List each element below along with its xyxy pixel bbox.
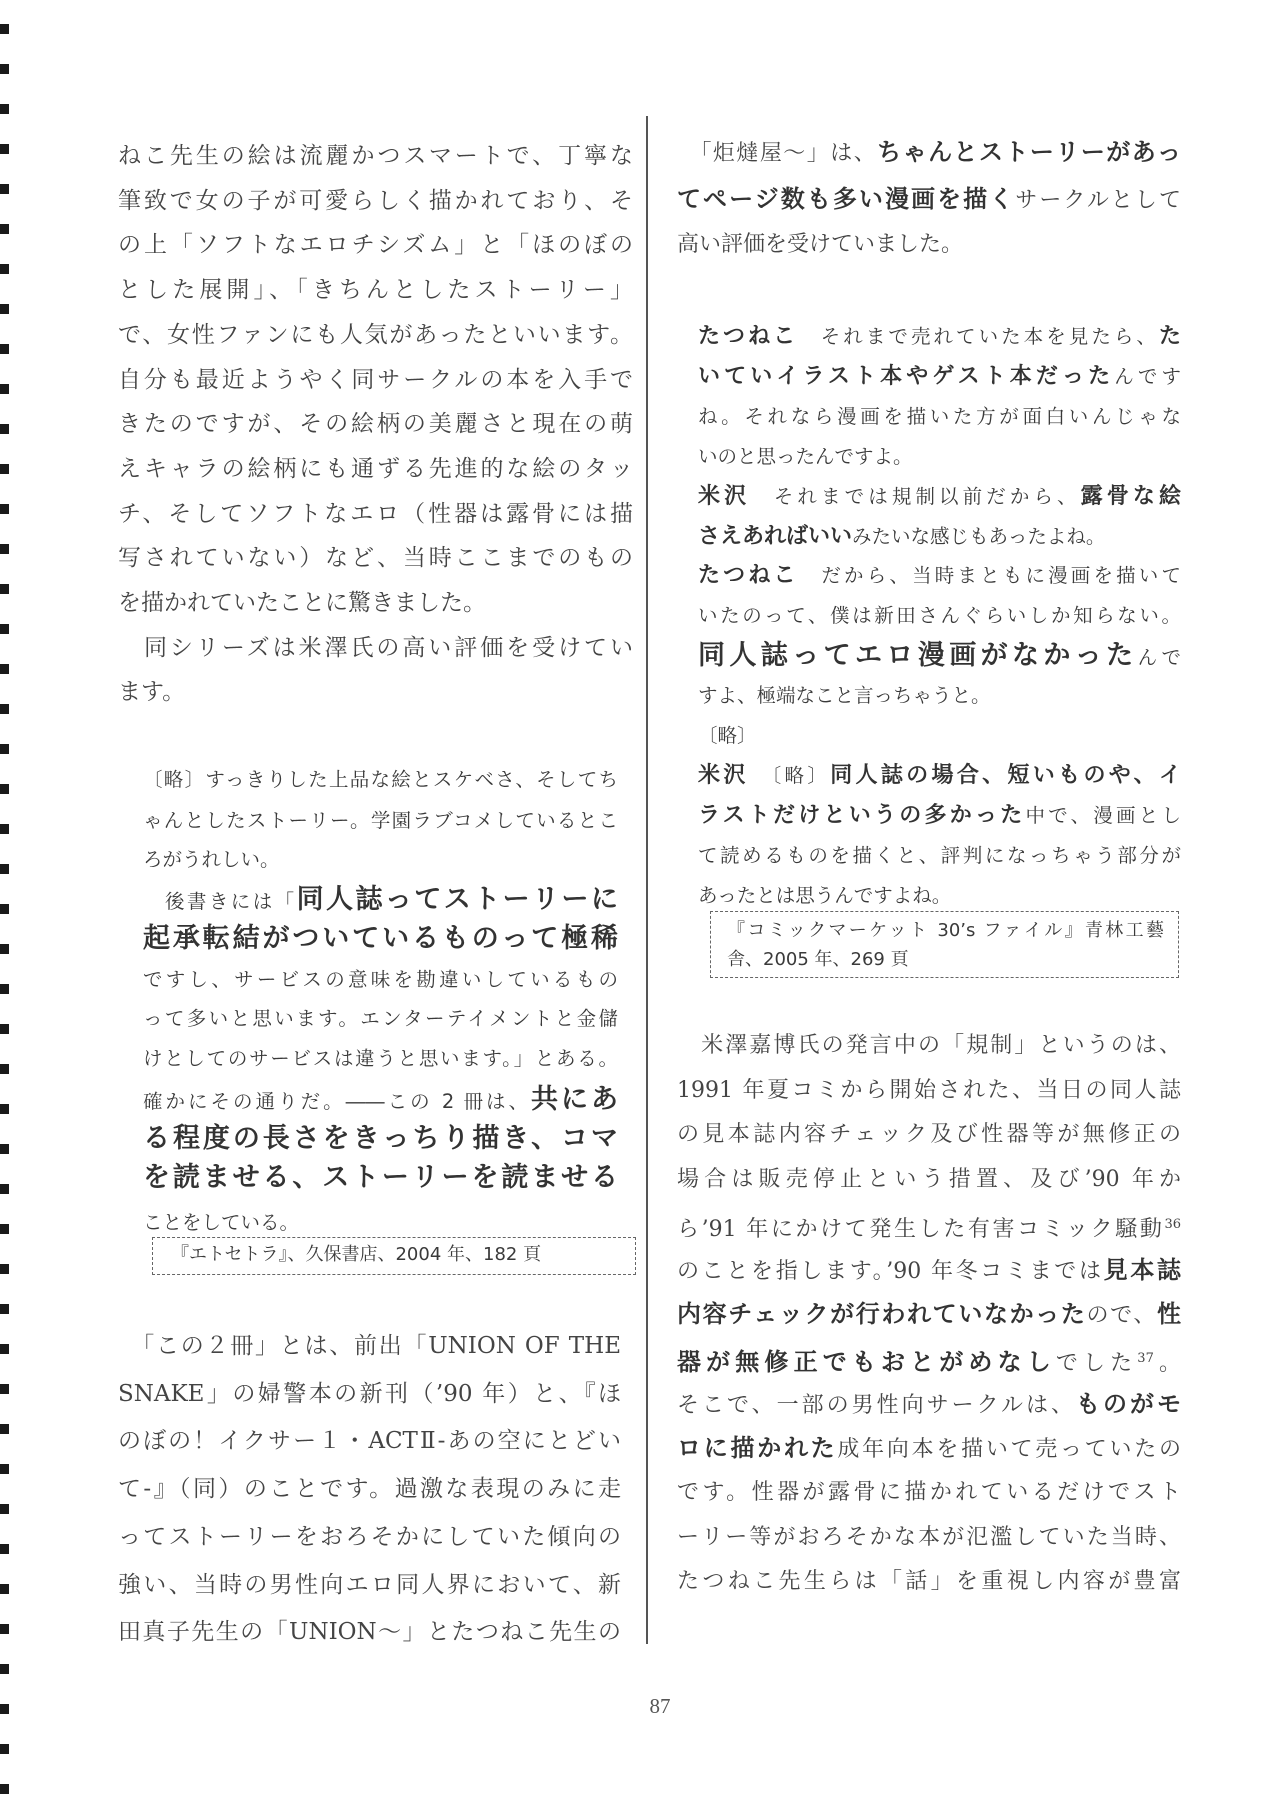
text-line bbox=[677, 225, 1181, 265]
text-segment: それまで売れていた本を見たら、 bbox=[798, 325, 1159, 348]
text-line bbox=[677, 1562, 1181, 1602]
text-line bbox=[677, 1473, 1181, 1513]
text-line bbox=[143, 1119, 618, 1159]
text-line bbox=[118, 360, 633, 400]
emphasis-text: てページ数も多い漫画を描く bbox=[677, 184, 1016, 213]
citation-box-comic-market bbox=[710, 911, 1179, 978]
text-line bbox=[677, 1115, 1181, 1155]
text-segment: の見本誌内容チェック及び性器等が無修正の bbox=[677, 1122, 1181, 1148]
text-segment: ですし、サービスの意味を勘違いしているもの bbox=[143, 968, 618, 991]
text-line bbox=[118, 315, 633, 355]
text-line bbox=[677, 1160, 1181, 1200]
emphasis-text: ちゃんとストーリーがあっ bbox=[877, 138, 1181, 166]
text-line bbox=[698, 636, 1181, 676]
emphasis-text: 器が無修正でもおとがめなし bbox=[677, 1347, 1056, 1376]
text-line bbox=[118, 1421, 621, 1461]
emphasis-text: たつねこ bbox=[698, 563, 799, 589]
column-divider bbox=[646, 116, 648, 1644]
text-segment: きたのですが、その絵柄の美麗さと現在の萌 bbox=[118, 411, 633, 438]
text-segment: チ、そしてソフトなエロ（性器は露骨には描 bbox=[118, 500, 633, 527]
text-line bbox=[143, 880, 618, 920]
text-segment: それまでは規制以前だから、 bbox=[750, 484, 1081, 508]
text-segment: ら’91 年にかけて発生した有害コミック騒動 bbox=[677, 1216, 1165, 1242]
footnote-reference: 37 bbox=[1137, 1350, 1154, 1366]
text-segment: ってストーリーをおろそかにしていた傾向の bbox=[118, 1523, 621, 1550]
text-segment: みたいな感じもあったよね。 bbox=[852, 524, 1106, 548]
text-line bbox=[143, 919, 618, 959]
text-segment: て-』（同）のことです。過激な表現のみに走 bbox=[118, 1476, 621, 1503]
emphasis-text: たつねこ bbox=[698, 324, 799, 349]
strong-emphasis-text: 起承転結がついているものって極稀 bbox=[143, 923, 618, 954]
text-segment: 「この２冊」とは、前出「UNION OF THE bbox=[118, 1333, 621, 1359]
text-segment: 米澤嘉博氏の発言中の「規制」というのは、 bbox=[677, 1033, 1181, 1058]
text-segment: 後書きには「 bbox=[143, 890, 297, 913]
text-line bbox=[698, 596, 1181, 636]
text-line bbox=[677, 179, 1181, 219]
text-segment: 強い、当時の男性向エロ同人界において、新 bbox=[118, 1571, 621, 1598]
text-segment: 筆致で女の子が可愛らしく描かれており、そ bbox=[118, 187, 633, 214]
page-number: 87 bbox=[649, 1694, 671, 1718]
emphasis-text: 見本誌 bbox=[1103, 1255, 1181, 1284]
text-segment: んです bbox=[1114, 364, 1181, 388]
strong-emphasis-text: る程度の長さをきっちり描き、コマ bbox=[143, 1123, 618, 1154]
text-line bbox=[698, 796, 1181, 836]
text-line bbox=[698, 876, 1181, 916]
text-segment: 「炬燵屋～」は、 bbox=[677, 141, 878, 166]
text-line bbox=[698, 397, 1181, 437]
text-line bbox=[118, 449, 633, 489]
text-line bbox=[698, 357, 1181, 397]
text-line bbox=[118, 538, 633, 578]
emphasis-text: 同人誌の場合、短いものや、イ bbox=[830, 762, 1181, 788]
text-segment: サークルとして bbox=[1015, 187, 1181, 213]
emphasis-text: ロに描かれた bbox=[677, 1434, 838, 1463]
text-segment: 自分も最近ようやく同サークルの本を入手で bbox=[118, 366, 633, 393]
text-line bbox=[118, 404, 633, 444]
text-segment: いたのって、僕は新田さんぐらいしか知らない。 bbox=[698, 604, 1181, 628]
text-line bbox=[118, 1469, 621, 1509]
text-line bbox=[698, 477, 1181, 517]
text-line bbox=[677, 1428, 1181, 1468]
text-line bbox=[698, 756, 1181, 796]
text-line bbox=[143, 760, 618, 800]
spiral-binding-edge bbox=[0, 0, 9, 1817]
text-line bbox=[677, 1518, 1181, 1558]
text-segment: て読めるものを描くと、評判になっちゃう部分が bbox=[698, 843, 1181, 867]
text-line bbox=[118, 136, 633, 176]
text-line bbox=[698, 556, 1181, 596]
text-segment: 。 bbox=[1153, 1350, 1181, 1376]
text-segment: んで bbox=[1137, 646, 1181, 670]
text-line bbox=[118, 181, 633, 221]
text-line bbox=[143, 840, 618, 880]
text-segment: 同シリーズは米澤氏の高い評価を受けてい bbox=[118, 634, 633, 661]
text-segment: 中で、漫画とし bbox=[1025, 803, 1181, 827]
text-line bbox=[118, 672, 633, 712]
text-line bbox=[118, 1326, 621, 1366]
text-line bbox=[143, 801, 618, 841]
text-line bbox=[143, 1080, 618, 1120]
strong-emphasis-text: 共にあ bbox=[530, 1084, 619, 1115]
text-segment: SNAKE」の婦警本の新刊（’90 年）と、『ほ bbox=[118, 1380, 621, 1407]
text-segment: ね。それなら漫画を描いた方が面白いんじゃな bbox=[698, 404, 1181, 428]
text-line bbox=[118, 583, 633, 623]
citation-text-line: 舎、2005 年、269 頁 bbox=[727, 949, 909, 970]
text-segment: 写されていない）など、当時ここまでのもの bbox=[118, 545, 633, 572]
text-segment: ことをしている。 bbox=[143, 1211, 300, 1234]
text-segment: で、女性ファンにも人気があったといいます。 bbox=[118, 321, 633, 348]
text-line bbox=[143, 1158, 618, 1198]
text-line bbox=[118, 225, 633, 265]
text-line bbox=[698, 676, 1181, 716]
text-segment: のことを指します。’90 年冬コミまでは bbox=[677, 1258, 1104, 1284]
emphasis-text: さえあればいい bbox=[698, 523, 853, 549]
emphasis-text: 内容チェックが行われていなかった bbox=[677, 1300, 1087, 1329]
text-segment: のぼの！イクサー１・ACTⅡ-あの空にとどい bbox=[118, 1428, 621, 1455]
citation-text: 『エトセトラ』、久保書店、2004 年、182 頁 bbox=[171, 1244, 542, 1265]
text-segment: いのと思ったんですよ。 bbox=[698, 444, 913, 468]
text-line bbox=[143, 999, 618, 1039]
text-segment: 高い評価を受けていました。 bbox=[677, 232, 964, 257]
text-segment: を描かれていたことに驚きました。 bbox=[118, 590, 486, 616]
emphasis-text: 露骨な絵 bbox=[1080, 483, 1181, 509]
text-line bbox=[698, 517, 1181, 557]
text-line bbox=[677, 1339, 1181, 1379]
text-segment: の上「ソフトなエロチシズム」と「ほのぼの bbox=[118, 232, 633, 259]
text-segment: ので、 bbox=[1086, 1303, 1157, 1329]
text-line bbox=[143, 1039, 618, 1079]
text-line bbox=[698, 437, 1181, 477]
text-segment: そこで、一部の男性向サークルは、 bbox=[677, 1392, 1076, 1418]
strong-emphasis-text: 同人誌ってストーリーに bbox=[296, 884, 618, 915]
text-line bbox=[118, 628, 633, 668]
text-segment: ゃんとしたストーリー。学園ラブコメしているとこ bbox=[143, 809, 618, 832]
citation-box-etcetera bbox=[152, 1237, 636, 1275]
text-line bbox=[143, 960, 618, 1000]
text-segment: って多いと思います。エンターテイメントと金儲 bbox=[143, 1007, 618, 1030]
text-segment: 〔略〕 bbox=[698, 724, 757, 747]
text-line bbox=[118, 494, 633, 534]
text-line bbox=[677, 132, 1181, 172]
text-segment: えキャラの絵柄にも通ずる先進的な絵のタッ bbox=[118, 455, 633, 482]
text-segment: ます。 bbox=[118, 679, 186, 706]
text-segment: すよ、極端なこと言っちゃうと。 bbox=[698, 684, 991, 708]
text-line bbox=[698, 716, 1181, 756]
text-segment: とした展開」、「きちんとしたストーリー」 bbox=[118, 277, 633, 304]
text-line bbox=[677, 1294, 1181, 1334]
text-line bbox=[677, 1384, 1181, 1424]
emphasis-text: 性 bbox=[1157, 1300, 1181, 1329]
text-segment: 〔略〕すっきりした上品な絵とスケベさ、そしてち bbox=[143, 768, 618, 791]
strong-emphasis-text: を読ませる、ストーリーを読ませる bbox=[143, 1162, 618, 1193]
text-segment: 田真子先生の「UNION～」とたつねこ先生の bbox=[118, 1619, 621, 1646]
text-segment: けとしてのサービスは違うと思います。」とある。 bbox=[143, 1047, 618, 1070]
emphasis-text: 米沢 bbox=[698, 762, 749, 788]
text-line bbox=[677, 1250, 1181, 1290]
strong-emphasis-text: 同人誌ってエロ漫画がなかった bbox=[698, 640, 1138, 672]
text-line bbox=[118, 1374, 621, 1414]
text-segment: 確かにその通りだ。――この 2 冊は、 bbox=[143, 1090, 531, 1113]
text-line bbox=[698, 836, 1181, 876]
text-line bbox=[677, 1026, 1181, 1066]
text-segment: ねこ先生の絵は流麗かつスマートで、丁寧な bbox=[118, 143, 633, 169]
text-segment: 場合は販売停止という措置、及び’90 年か bbox=[677, 1167, 1181, 1193]
text-line bbox=[118, 1565, 621, 1605]
text-segment: です。性器が露骨に描かれているだけでスト bbox=[677, 1480, 1181, 1505]
text-segment: でした bbox=[1055, 1350, 1138, 1376]
text-line bbox=[677, 1071, 1181, 1111]
emphasis-text: いていイラスト本やゲスト本だった bbox=[698, 363, 1115, 389]
emphasis-text: た bbox=[1158, 324, 1181, 349]
text-line bbox=[118, 270, 633, 310]
text-segment: あったとは思うんですよね。 bbox=[698, 883, 952, 907]
text-segment: ろがうれしい。 bbox=[143, 848, 280, 871]
text-line bbox=[698, 317, 1181, 357]
text-segment: たつねこ先生らは「話」を重視し内容が豊富 bbox=[677, 1569, 1181, 1595]
emphasis-text: ものがモ bbox=[1075, 1389, 1181, 1418]
footnote-reference: 36 bbox=[1164, 1216, 1181, 1232]
text-line bbox=[118, 1517, 621, 1557]
text-segment: 成年向本を描いて売っていたの bbox=[837, 1437, 1181, 1463]
text-line bbox=[677, 1205, 1181, 1245]
text-segment: 〔略〕 bbox=[748, 763, 831, 787]
text-segment: ーリー等がおろそかな本が氾濫していた当時、 bbox=[677, 1524, 1181, 1550]
citation-text-line: 『コミックマーケット 30’s ファイル』青林工藝 bbox=[727, 920, 1164, 941]
text-line bbox=[118, 1612, 621, 1652]
text-segment: 1991 年夏コミから開始された、当日の同人誌 bbox=[677, 1077, 1181, 1103]
text-segment: だから、当時まともに漫画を描いて bbox=[798, 564, 1181, 588]
emphasis-text: 米沢 bbox=[698, 483, 751, 509]
emphasis-text: ラストだけというの多かった bbox=[698, 802, 1026, 828]
